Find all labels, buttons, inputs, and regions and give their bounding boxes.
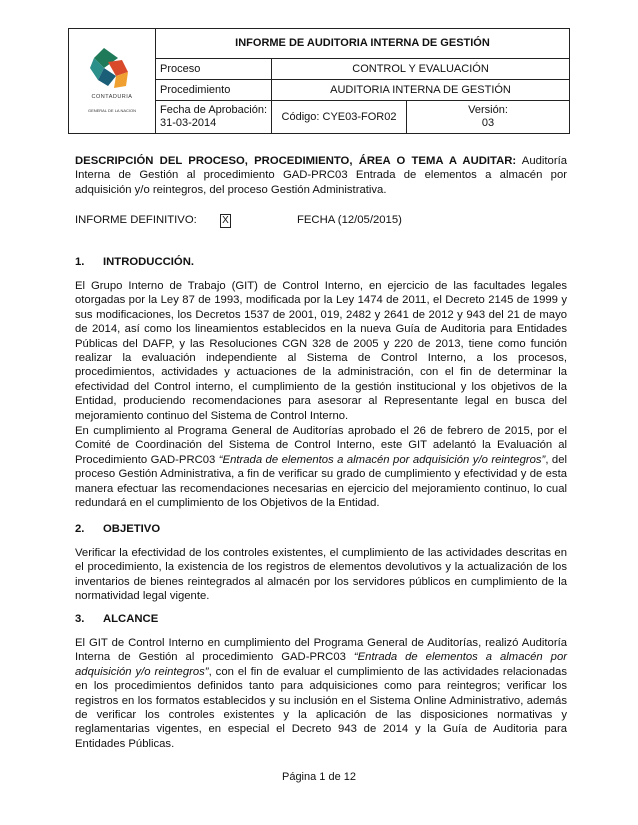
fecha-aprobacion-cell: [156, 101, 272, 134]
page-footer: Página 1 de 12: [281, 771, 356, 783]
procedimiento-value: AUDITORIA INTERNA DE GESTIÓN: [272, 80, 570, 101]
procedimiento-label: Procedimiento: [156, 80, 272, 101]
introduccion-paragraph-2: [75, 424, 567, 510]
contaduria-logo-icon: [90, 46, 134, 90]
version-cell: [407, 101, 570, 134]
section-heading-introduccion: [75, 256, 194, 268]
proceso-value: CONTROL Y EVALUACIÓN: [272, 59, 570, 80]
description-label: DESCRIPCIÓN DEL PROCESO, PROCEDIMIENTO, ÁREA O TEMA A AUDITAR:: [75, 155, 517, 167]
section-title: INTRODUCCIÓN.: [103, 256, 194, 268]
codigo-cell: Código: CYE03-FOR02: [272, 101, 407, 134]
logo-subtext: GENERAL DE LA NACION: [87, 107, 137, 113]
version-value: 03: [481, 117, 495, 129]
header-table: [68, 28, 570, 134]
informe-definitivo-label: INFORME DEFINITIVO:: [75, 214, 197, 226]
section-title: OBJETIVO: [103, 523, 161, 535]
intro-p2-text-end: , del proceso Gestión Administrativa, a fin de verificar su grado de cumplimiento y efectividad y de esta manera efectuar las recomendaciones necesarias en ejercicio del mejoramiento continuo, lo cual redundará en el cumplimiento de los Objetivos de la Entidad.: [75, 453, 567, 510]
alcance-italic: “Entrada de elementos a almacén por adquisición y/o reintegros”: [75, 651, 567, 678]
section-number: 1.: [75, 256, 85, 268]
logo-cell: [69, 29, 156, 134]
alcance-text: El GIT de Control Interno en cumplimiento del Programa General de Auditorías, realizó Auditoría Interna de Gestión al procedimiento GAD-PRC03: [75, 637, 567, 664]
alcance-paragraph: [75, 636, 567, 751]
description-text: Auditoría Interna de Gestión al procedimiento GAD-PRC03 Entrada de elementos a almacén por adquisición y/o reintegros, del proceso Gestión Administrativa.: [75, 155, 568, 196]
section-title: ALCANCE: [103, 613, 159, 625]
fecha-aprobacion-label: Fecha de Aprobación:: [160, 104, 268, 116]
intro-p2-italic: “Entrada de elementos a almacén por adquisición y/o reintegros”: [218, 453, 546, 466]
description-paragraph: [75, 154, 567, 197]
proceso-label: Proceso: [156, 59, 272, 80]
informe-definitivo-checkbox: X: [220, 214, 231, 228]
section-number: 2.: [75, 523, 85, 535]
alcance-text-end: , con el fin de evaluar el cumplimiento de las actividades relacionadas en los procedimientos definidos tanto para adquisiciones como para reintegros; verificar los registros en los formatos establecidos y su inclusión en el Sistema Online Administrativo, además de verificar los controles existentes y la aplicación de las disposiciones normativas y reglamentarias vigentes, en especial el Decreto 943 de 2014 y la Guía de Auditoria para Entidades Públicas.: [75, 665, 567, 750]
report-title: INFORME DE AUDITORIA INTERNA DE GESTIÓN: [156, 29, 570, 59]
fecha-aprobacion-value: 31-03-2014: [160, 117, 217, 129]
objetivo-paragraph: Verificar la efectividad de los controles existentes, el cumplimiento de las actividades descritas en el procedimiento, la existencia de los registros de elementos devolutivos y la actualización de los inventarios de bienes reintegrados al almacén por los servidores públicos en cumplimiento de la normatividad legal vigente.: [75, 547, 567, 603]
logo-text: CONTADURIA: [91, 93, 133, 100]
intro-p2-text: En cumplimiento al Programa General de Auditorías aprobado el 26 de febrero de 2015, por el Comité de Coordinación del Sistema de Control Interno, este GIT adelantó la Evaluación al Procedimiento GAD-PRC03: [75, 425, 567, 466]
section-heading-objetivo: [75, 523, 160, 535]
introduccion-paragraph-1: El Grupo Interno de Trabajo (GIT) de Control Interno, en ejercicio de las facultades legales otorgadas por la Ley 87 de 1993, modificada por la Ley 1474 de 2011, el Decreto 2145 de 1999 y sus modificaciones, los Decretos 1537 de 2001, 019, 2482 y 2641 de 2012 y 943 del 21 de mayo de 2014, así como los lineamientos establecidos en la nueva Guía de Auditoria para Entidades Públicas del DAFP, y las Resoluciones CGN 328 de 2005 y 220 de 2013, tiene como función realizar la evaluación independiente al Sistema de Control Interno, a los procesos, procedimientos, actividades y actuaciones de la administración, con el fin de determinar la efectividad del Control interno, el cumplimiento de la gestión institucional y los objetivos de la Entidad, produciendo recomendaciones para asesorar al Representante legal en busca del mejoramiento continuo del Sistema de Control Interno.: [75, 280, 567, 422]
section-number: 3.: [75, 613, 85, 625]
version-label: Versión:: [468, 104, 508, 116]
section-heading-alcance: [75, 613, 158, 625]
informe-fecha: FECHA (12/05/2015): [297, 214, 402, 226]
